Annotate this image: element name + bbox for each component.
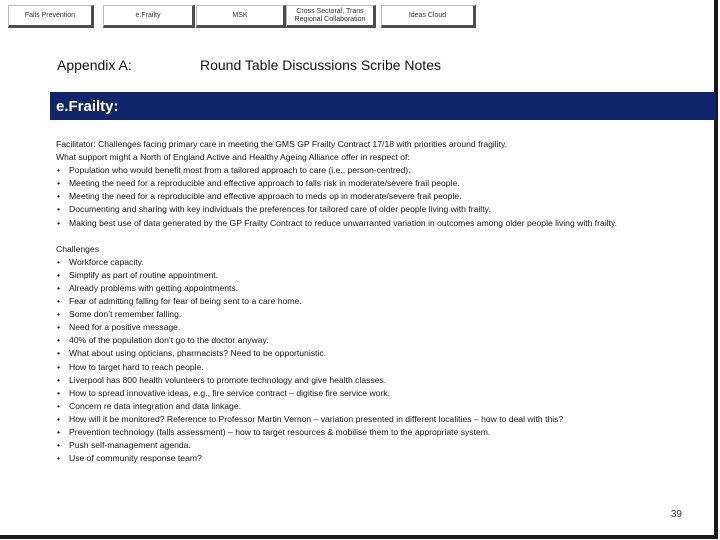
bullet-icon: •	[57, 387, 61, 398]
section-heading: e.Frailty:	[56, 97, 119, 115]
list-item-text: Making best use of data generated by the GP Frailty Contract to reduce unwarranted variation in outcomes among older people living with frailty.	[69, 217, 618, 228]
list-item	[56, 308, 696, 321]
list-item	[56, 347, 696, 360]
list-item-text: Use of community response team?	[69, 453, 202, 464]
bullet-icon: •	[57, 400, 61, 411]
list-item-text: Meeting the need for a reproducible and effective approach to meds op in moderate/severe frail people.	[69, 191, 462, 202]
scribe-notes	[56, 138, 696, 465]
bullet-icon: •	[57, 348, 61, 359]
bullet-icon: •	[57, 296, 61, 307]
list-item	[56, 426, 696, 439]
tab-bar	[0, 0, 720, 30]
challenges-heading: Challenges	[56, 243, 99, 254]
tab-label-line-1: Cross Sectoral, Trans	[296, 7, 364, 15]
list-item	[56, 387, 696, 400]
tab-label: Ideas Cloud	[408, 11, 447, 19]
list-item	[56, 164, 696, 177]
tab-e-frailty[interactable]	[103, 5, 195, 28]
list-item-text: Liverpool has 800 health volunteers to promote technology and give health classes.	[69, 374, 387, 385]
list-item-text: Need for a positive message.	[69, 322, 181, 333]
list-item	[56, 321, 696, 334]
support-question: What support might a North of England Active and Healthy Ageing Alliance offer in respect of:	[56, 152, 410, 163]
bullet-icon: •	[57, 204, 61, 215]
spacer	[56, 230, 696, 243]
bullet-icon: •	[57, 256, 61, 267]
list-item	[56, 190, 696, 203]
section-heading-bar	[50, 92, 716, 120]
tab-label: e.Frailty	[135, 11, 161, 19]
list-item	[56, 282, 696, 295]
appendix-label: Appendix A:	[57, 57, 132, 73]
list-item-text: Fear of admitting falling for fear of being sent to a care home.	[69, 296, 302, 307]
list-item-text: Meeting the need for a reproducible and effective approach to falls risk in moderate/severe frail people.	[69, 178, 460, 189]
bullet-icon: •	[57, 440, 61, 451]
list-item-text: How to spread innovative ideas, e.g., fire service contract – digitise fire service work.	[69, 387, 390, 398]
list-item-text: Prevention technology (falls assessment) – how to target resources & mobilise them to the appropriate system.	[69, 426, 491, 437]
support-list	[56, 164, 696, 229]
list-item-text: How to target hard to reach people.	[69, 361, 204, 372]
list-item-text: Documenting and sharing with key individuals the preferences for tailored care of older people living with frailty.	[69, 204, 491, 215]
list-item-text: Simplify as part of routine appointment.	[69, 269, 219, 280]
list-item-text: Push self-management agenda.	[69, 440, 191, 451]
list-item	[56, 361, 696, 374]
list-item-text: Workforce capacity.	[69, 256, 144, 267]
list-item-text: Some don’t remember falling.	[69, 309, 182, 320]
bullet-icon: •	[57, 269, 61, 280]
list-item	[56, 400, 696, 413]
list-item	[56, 217, 696, 230]
list-item	[56, 177, 696, 190]
page-title: Round Table Discussions Scribe Notes	[200, 57, 441, 73]
list-item	[56, 256, 696, 269]
page-number: 39	[670, 509, 682, 520]
tab-label: MSK	[232, 11, 248, 19]
list-item	[56, 413, 696, 426]
bullet-icon: •	[57, 217, 61, 228]
bullet-icon: •	[57, 453, 61, 464]
list-item	[56, 334, 696, 347]
facilitator-line: Facilitator: Challenges facing primary care in meeting the GMS GP Frailty Contract 17/18 with priorities around fragility.	[56, 139, 508, 149]
tab-msk[interactable]	[196, 5, 286, 28]
bullet-icon: •	[57, 426, 61, 437]
tab-ideas-cloud[interactable]	[381, 5, 476, 28]
bullet-icon: •	[57, 361, 61, 372]
bullet-icon: •	[57, 178, 61, 189]
list-item	[56, 203, 696, 216]
list-item-text: Already problems with getting appointments.	[69, 282, 239, 293]
bullet-icon: •	[57, 165, 61, 176]
bullet-icon: •	[57, 191, 61, 202]
list-item-text: Population who would benefit most from a tailored approach to care (i.e., person-centred).	[69, 165, 411, 176]
bullet-icon: •	[57, 282, 61, 293]
tab-label: Falls Prevention	[24, 11, 76, 19]
list-item-text: Concern re data integration and data linkage.	[69, 400, 241, 411]
list-item-text: What about using opticians, pharmacists? Need to be opportunistic.	[69, 348, 327, 359]
bullet-icon: •	[57, 374, 61, 385]
list-item-text: 40% of the population don’t go to the doctor anyway.	[69, 335, 269, 346]
tab-label-line-2: Regional Collaboration	[294, 15, 366, 23]
bullet-icon: •	[57, 413, 61, 424]
tab-falls-prevention[interactable]	[8, 5, 94, 28]
list-item-text: How will it be monitored? Reference to Professor Martin Vernon – variation presented in different localities – how to deal with this?	[69, 413, 564, 424]
list-item	[56, 452, 696, 465]
list-item	[56, 439, 696, 452]
bullet-icon: •	[57, 322, 61, 333]
bullet-icon: •	[57, 335, 61, 346]
bullet-icon: •	[57, 309, 61, 320]
list-item	[56, 374, 696, 387]
tab-cross-sectoral[interactable]	[286, 5, 376, 28]
challenges-list	[56, 256, 696, 466]
list-item	[56, 269, 696, 282]
list-item	[56, 295, 696, 308]
